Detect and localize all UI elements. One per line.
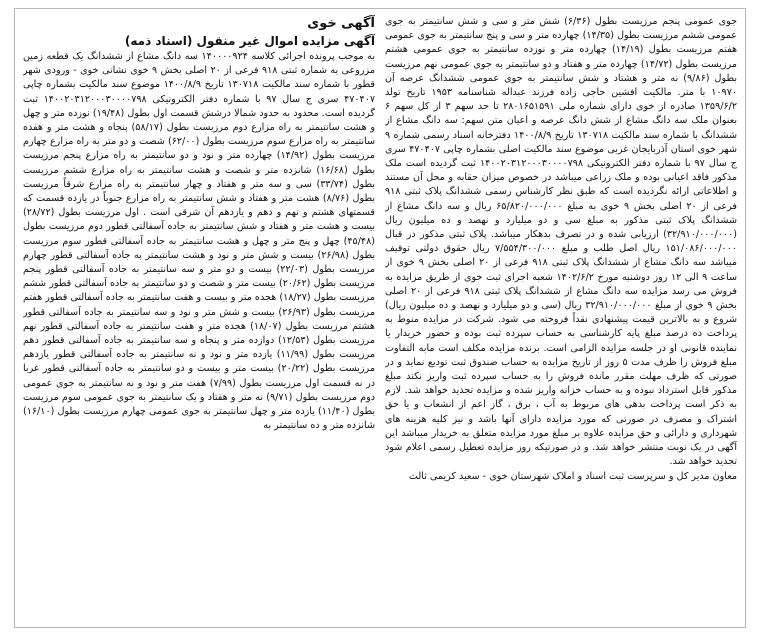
notice-signature: معاون مدیر کل و سرپرست ثبت اسناد و املاک شهرستان خوی - سعید کریمی ثالث xyxy=(408,470,737,482)
notice-body-part-2: جوی عمومی پنجم مرزیست بطول (۶/۳۶) شش متر و سی و شش سانتیمتر به جوی عمومی ششم مرزیست بطول (۱۴/۳۵) چهارده متر و سی و پنج سانتیمتر به جوی عمومی هفتم مرزیست بطول (۱۴/۱۹) چهارده متر و نوزده سانتیمتر به جوی عمومی هشتم مرزیست بطول (۱۴/۷۲) چهارده متر و هفتاد و دو سانتیمتر به جوی عمومی نهم مرزیست بطول (۹/۸۶) نه متر و هشتاد و شش سانتیمتر به جوی عمومی ششدانگ عرصه آن ۱۰۹۷۰ با متر. مالکیت افشین حاجی زاده فرزند عبداله شناسنامه ۱۹۵۳ تاریخ تولد ۱۳۵۹/۶/۲ صادره از خوی دارای شماره ملی ۲۸۰۱۶۵۱۵۹۱ تا حد سهم ۳ از کل سهم ۶ بعنوان ملک سه دانگ مشاع از شش دانگ عرصه و اعیان متن سهم: سه دانگ مشاع از ششدانگ با شماره سند مالکیت ۱۳۰۷۱۸ تاریخ ۱۴۰۰/۸/۹ دفترخانه اسناد رسمی شماره ۹ شهر خوی استان آذربایجان غربی موضوع سند مالکیت اصلی بشماره چاپی ۴۷۰۴۰۷ سری ج سال ۹۷ با شماره دفتر الکترونیکی ۱۴۰۰۲۰۳۱۲۰۰۰۳۰۰۰۰۷۹۸ ثبت گردیده است ملک مذکور فاقد اعیانی بوده و ملک زراعی میباشد در خصوص میزان حقابه و محل آن مستند و اطلاعاتی ارائه نگردیده است که طبق نظر کارشناس رسمی ششدانگ پلاک ثبتی ۹۱۸ فرعی از ۲۰ اصلی بخش ۹ خوی به مبلغ ۶۵/۸۲۰/۰۰۰/۰۰۰ ریال و سه دانگ مشاع از ششدانگ پلاک ثبتی مذکور به مبلغ سی و دو میلیارد و نهصد و ده میلیون ریال (۳۲/۹۱۰/۰۰۰/۰۰۰) ارزیابی شده و در تصرف بدهکار میباشد. پلاک ثبتی مذکور در قبال ۱۵۱/۰۸۶/۰۰۰/۰۰۰ ریال اصل طلب و مبلغ ۷/۵۵۴/۳۰۰/۰۰۰ ریال حقوق دولتی توقیف میباشد سه دانگ مشاع از ششدانگ پلاک ثبتی ۹۱۸ فرعی از ۲۰ اصلی بخش ۹ خوی از ساعت ۹ الی ۱۲ روز دوشنبه مورخ ۱۴۰۲/۶/۲ شعبه اجرای ثبت خوی از طریق مزایده به فروش می رسد مزایده سه دانگ مشاع از ششدانگ پلاک ثبتی ۹۱۸ فرعی از ۲۰ اصلی بخش ۹ خوی از مبلغ ۳۲/۹۱۰/۰۰۰/۰۰۰ ریال (سی و دو میلیارد و نهصد و ده میلیون ریال) شروع و به بالاترین قیمت پیشنهادی نقداً فروخته می شود. شرکت در مزایده منوط به پرداخت ده درصد مبلغ پایه کارشناسی به حساب سپرده ثبت بوده و حضور خریدار یا نماینده قانونی او در جلسه مزایده الزامی است. برنده مزایده مکلف است مابه التفاوت مبلغ فروش را ظرف مدت ۵ روز از تاریخ مزایده به حساب صندوق ثبت تودیع نماید و در صورتی که ظرف مهلت مقرر مانده فروش را به حساب سپرده ثبت واریز نکند مبلغ مذکور قابل استرداد نبوده و به حساب خزانه واریز شده و مزایده تجدید خواهد شد. لازم به ذکر است پرداخت بدهی های مربوط به آب ، برق ، گاز اعم از انشعاب و یا حق اشتراک و مصرف در صورتی که مورد مزایده دارای آنها باشد و نیز کلیه هزینه های شهرداری و دارائی و حق مزایده علاوه بر مبلغ مورد مزایده متعلق به خریدار میباشد این آگهی در یک نوبت منتشر خواهد شد. و در صورتیکه روز مزایده تعطیل رسمی اعلام شود تجدید خواهد شد. xyxy=(385,16,737,468)
notice-right-column xyxy=(23,15,375,621)
notice-title: آگهی خوی xyxy=(307,16,375,31)
notice-body-part-1: به موجب پرونده اجرائی کلاسه ۱۴۰۰۰۰۹۲۴ سه دانگ مشاع از ششدانگ یک قطعه زمین مزروعی به شماره ثبتی ۹۱۸ فرعی از ۲۰ اصلی بخش ۹ خوی نشانی خوی - ورودی شهر قطور با شماره سند مالکیت ۱۳۰۷۱۸ تاریخ ۱۴۰۰/۸/۹ موضوع سند مالکیت بشماره چاپی ۴۷۰۴۰۷ سری ج سال ۹۷ با شماره دفتر الکترونیکی ۱۴۰۰۲۰۳۱۲۰۰۰۳۰۰۰۰۷۹۸ ثبت گردیده است. محدود به حدود شمالا درشش قسمت اول بطول (۱۹/۴۸) نوزده متر و چهل و هشت سانتیمتر به راه مزارع دوم مرزیست بطول (۵۸/۱۷) پنجاه و هشت متر و هفده سانتیمتر به راه مزارع سوم مرزیست بطول (۶۲/۰۰) شصت و دو متر به راه مزارع چهارم مرزیست بطول (۱۴/۹۲) چهارده متر و نود و دو سانتیمتر به راه مزارع پنجم مرزیست بطول (۱۶/۶۸) شانزده متر و شصت و هشت سانتیمتر به راه مزارع ششم مرزیست بطول (۳۳/۷۴) سی و سه متر و هفتاد و چهار سانتیمتر به راه مزارع شرقاً مرزیست بطول (۸/۷۶) هشت متر و هفتاد و شش سانتیمتر به راه مزارع جنوباً در یازده قسمت که قسمتهای هشتم و نهم و دهم و یازدهم آن شرقی است . اول مرزیست بطول (۲۸/۷۲) بیست و هشت متر و هفتاد و شش سانتیمتر به جاده آسفالتی قطور دوم مرزیست بطول (۴۵/۴۸) چهل و پنج متر و چهل و هشت سانتیمتر به جاده آسفالتی قطور سوم مرزیست بطول (۲۶/۹۸) بیست و شش متر و نود و هشت سانتیمتر به جاده آسفالتی قطور چهارم مرزیست بطول (۲۲/۰۳) بیست و دو متر و سه سانتیمتر به جاده آسفالتی قطور پنجم مرزیست بطول (۲۰/۶۲) بیست متر و شصت و دو سانتیمتر به جاده آسفالتی قطور ششم مرزیست بطول (۱۸/۲۷) هجده متر و بیست و هفت سانتیمتر به جاده آسفالتی قطور هفتم مرزیست بطول (۲۶/۹۳) بیست و شش متر و نود و سه سانتیمتر به جاده آسفالتی قطور هشتم مرزیست بطول (۱۸/۰۷) هجده متر و هفت سانتیمتر به جاده آسفالتی قطور نهم مرزیست بطول (۱۲/۵۳) دوازده متر و پنجاه و سه سانتیمتر به جاده آسفالتی قطور دهم مرزیست بطول (۱۱/۹۹) یازده متر و نود و نه سانتیمتر به جاده آسفالتی قطور یازدهم مرزیست بطول (۲۰/۲۲) بیست متر و بیست و دو سانتیمتر به جاده آسفالتی قطور غربا در نه قسمت اول مرزیست بطول (۷/۹۹) هفت متر و نود و نه سانتیمتر به جوی عمومی دوم مرزیست بطول (۹/۷۱) نه متر و هفتاد و یک سانتیمتر به جوی عمومی سوم مرزیست بطول (۱۱/۴۰) یازده متر و چهل سانتیمتر به جوی عمومی چهارم مرزیست بطول (۱۶/۱۰) شانزده متر و ده سانتیمتر به xyxy=(23,51,375,432)
notice-left-column xyxy=(385,15,737,621)
notice-subtitle: آگهی مزایده اموال غیر منقول (اسناد ذمه) xyxy=(124,34,375,48)
auction-notice xyxy=(14,8,746,628)
